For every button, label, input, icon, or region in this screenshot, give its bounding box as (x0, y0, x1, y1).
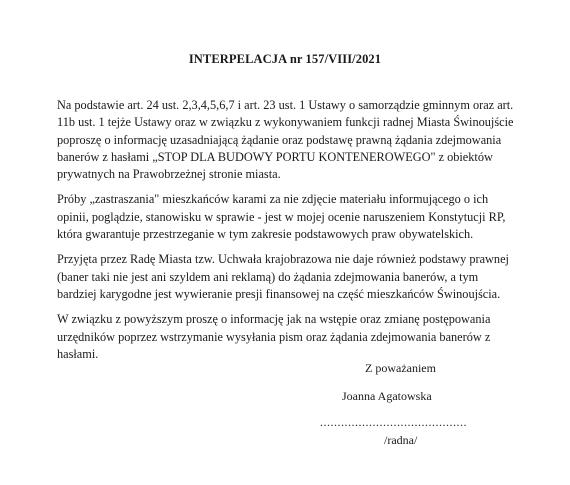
signature-greeting: Z poważaniem (365, 361, 436, 375)
paragraph-request: W związku z powyższym proszę o informację jak na wstępie oraz zmianę postępowania urzędników poprzez wstrzymanie wysyłania pism oraz żądania zdejmowania banerów z hasłami. (57, 312, 491, 361)
signature-name: Joanna Agatowska (342, 389, 432, 403)
paragraph-legal-basis: Na podstawie art. 24 ust. 2,3,4,5,6,7 i art. 23 ust. 1 Ustawy o samorządzie gminnym oraz art. 11b ust. 1 tejże Ustawy oraz w związku z wykonywaniem funkcji radnej Miasta Świnoujście poproszę o informację uzasadniającą żądanie oraz podstawę prawną żądania zdejmowania banerów z hasłami „STOP DLA BUDOWY PORTU KONTENEROWEGO" z obiektów prywatnych na Prawobrzeżnej stronie miasta. (57, 98, 514, 182)
document-body (57, 97, 517, 371)
signature-role: /radna/ (384, 433, 418, 447)
document-title: INTERPELACJA nr 157/VIII/2021 (188, 52, 382, 66)
paragraph-intimidation: Próby „zastraszania" mieszkańców karami za nie zdjęcie materiału informującego o ich opinii, poglądzie, stanowisku w sprawie - jest w mojej ocenie naruszeniem Konstytucji RP, która gwarantuje przestrzeganie w tym zakresie podstawowych praw obywatelskich. (57, 192, 506, 242)
signature-dotted-line: .......................................... (320, 415, 467, 429)
paragraph-landscape-resolution: Przyjęta przez Radę Miasta tzw. Uchwała krajobrazowa nie daje również podstawy prawnej (baner taki nie jest ani szyldem ani reklamą) do żądania zdejmowania banerów, a tym bardziej karygodne jest wywieranie presji finansowej na część mieszkańców Świnoujścia. (57, 252, 509, 301)
